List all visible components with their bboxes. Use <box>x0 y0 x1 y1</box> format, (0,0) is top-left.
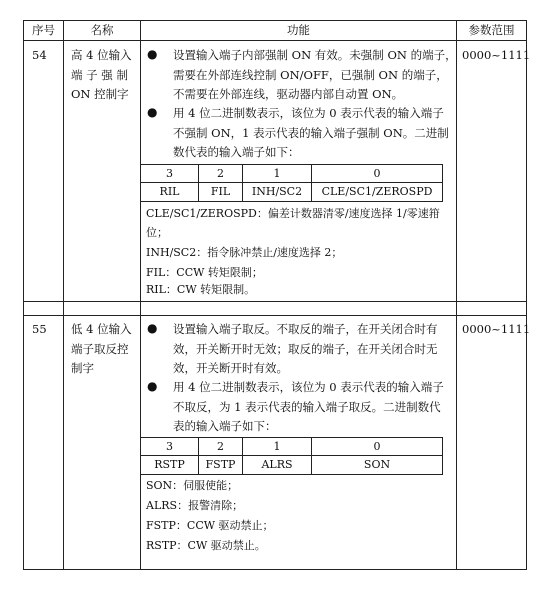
row54-bit-1: 1 <box>273 167 281 180</box>
row55-terminal-1: ALRS <box>261 458 293 471</box>
row55-bit-3: 3 <box>166 440 173 453</box>
row54-terminal-1: INH/SC2 <box>251 185 303 198</box>
row54-bit-3: 3 <box>166 167 173 180</box>
row55-bullet2-text <box>173 378 444 437</box>
row54-bullet1-line1: 设置输入端子内部强制 ON 有效。未强制 ON 的端子， <box>173 48 457 62</box>
row55-mini-bottom <box>141 474 443 475</box>
row54-name-line3: ON 控制字 <box>71 87 129 101</box>
row54-note-1: CLE/SC1/ZEROSPD：偏差计数器清零/速度选择 1/零速箝 <box>146 207 440 220</box>
row55-mini-v4 <box>442 437 443 475</box>
row54-bit-0: 0 <box>373 167 381 180</box>
row55-name-line2: 端子取反控 <box>71 341 129 356</box>
row55-top-border <box>23 315 527 316</box>
row55-bullet2-line3: 表的输入端子如下： <box>173 419 277 433</box>
row55-terminal-2: FSTP <box>205 458 236 471</box>
header-seq: 序号 <box>32 23 55 37</box>
row54-terminal-3: RIL <box>159 185 180 198</box>
row55-seq: 55 <box>32 322 47 336</box>
row55-bit-0: 0 <box>373 440 381 453</box>
row54-name <box>71 46 139 105</box>
row54-note-3: FIL：CCW 转矩限制； <box>146 266 263 279</box>
header-bottom-border <box>23 40 527 41</box>
row55-note-3: FSTP：CCW 驱动禁止； <box>146 519 274 532</box>
table-bottom-border <box>23 569 527 570</box>
header-range: 参数范围 <box>468 23 515 37</box>
col-border-seq <box>63 20 64 570</box>
row54-note-1b: 位； <box>146 226 168 239</box>
row54-seq: 54 <box>32 48 47 62</box>
row54-bullet1-line2: 需要在外部连线控制 ON/OFF，已强制 ON 的端子， <box>173 67 448 82</box>
row55-bullet1-text <box>173 320 438 379</box>
row54-range: 0000~1111 <box>462 48 531 62</box>
row55-note-1: SON：伺服使能； <box>146 479 239 492</box>
row55-name <box>71 320 139 379</box>
row54-bullet2-line2: 不强制 ON，1 表示代表的输入端子强制 ON。二进制 <box>173 125 449 140</box>
row54-bullet2-text <box>173 104 449 163</box>
row55-bit-2: 2 <box>217 440 224 453</box>
row55-bit-1: 1 <box>273 440 281 453</box>
col-border-left <box>23 20 24 570</box>
row54-terminal-0: CLE/SC1/ZEROSPD <box>321 185 433 198</box>
col-border-name <box>140 20 141 570</box>
row55-bullet1-line1: 设置输入端子取反。不取反的端子，在开关闭合时有 <box>173 322 438 336</box>
row54-mini-v4 <box>442 164 443 202</box>
row55-terminal-3: RSTP <box>154 458 185 471</box>
row55-bullet2-line2: 不取反，为 1 表示代表的输入端子取反。二进制数代 <box>173 399 441 414</box>
row55-bullet1-dot: ● <box>147 321 158 335</box>
row55-name-line1: 低 4 位输入 <box>71 322 132 336</box>
row54-name-line1: 高 4 位输入 <box>71 48 132 62</box>
row54-bottom-border <box>23 301 527 302</box>
col-border-right <box>526 20 527 570</box>
header-name: 名称 <box>90 23 114 37</box>
row55-note-4: RSTP：CW 驱动禁止。 <box>146 539 266 552</box>
row55-name-line3: 制字 <box>71 361 94 375</box>
row54-bullet1-line3: 不需要在外部连线，驱动器内部自动置 ON。 <box>173 87 404 101</box>
row55-range: 0000~1111 <box>462 322 531 336</box>
row54-bullet2-dot: ● <box>147 105 158 119</box>
row54-note-2: INH/SC2：指令脉冲禁止/速度选择 2； <box>146 246 343 259</box>
row55-bullet1-line3: 效，开关断开时有效。 <box>173 361 288 375</box>
row54-bullet1-text <box>173 46 457 105</box>
row55-bullet2-line1: 用 4 位二进制数表示，该位为 0 表示代表的输入端子 <box>173 380 444 394</box>
row54-note-4: RIL：CW 转矩限制。 <box>146 283 256 296</box>
header-function: 功能 <box>287 23 310 37</box>
row55-bullet2-dot: ● <box>147 379 158 393</box>
row55-bullet1-line2: 效，开关断开时无效；取反的端子，在开关闭合时无 <box>173 341 438 356</box>
row54-bullet2-line1: 用 4 位二进制数表示，该位为 0 表示代表的输入端子 <box>173 106 444 120</box>
row54-name-line2: 端 子 强 制 <box>71 67 128 82</box>
row54-bullet2-line3: 数代表的输入端子如下： <box>173 145 300 159</box>
row55-terminal-0: SON <box>363 458 391 471</box>
row54-bullet1-dot: ● <box>147 47 158 61</box>
row55-note-2: ALRS：报警清除； <box>146 499 244 512</box>
row54-terminal-2: FIL <box>210 185 231 198</box>
row54-mini-bottom <box>141 201 443 202</box>
row54-bit-2: 2 <box>217 167 224 180</box>
